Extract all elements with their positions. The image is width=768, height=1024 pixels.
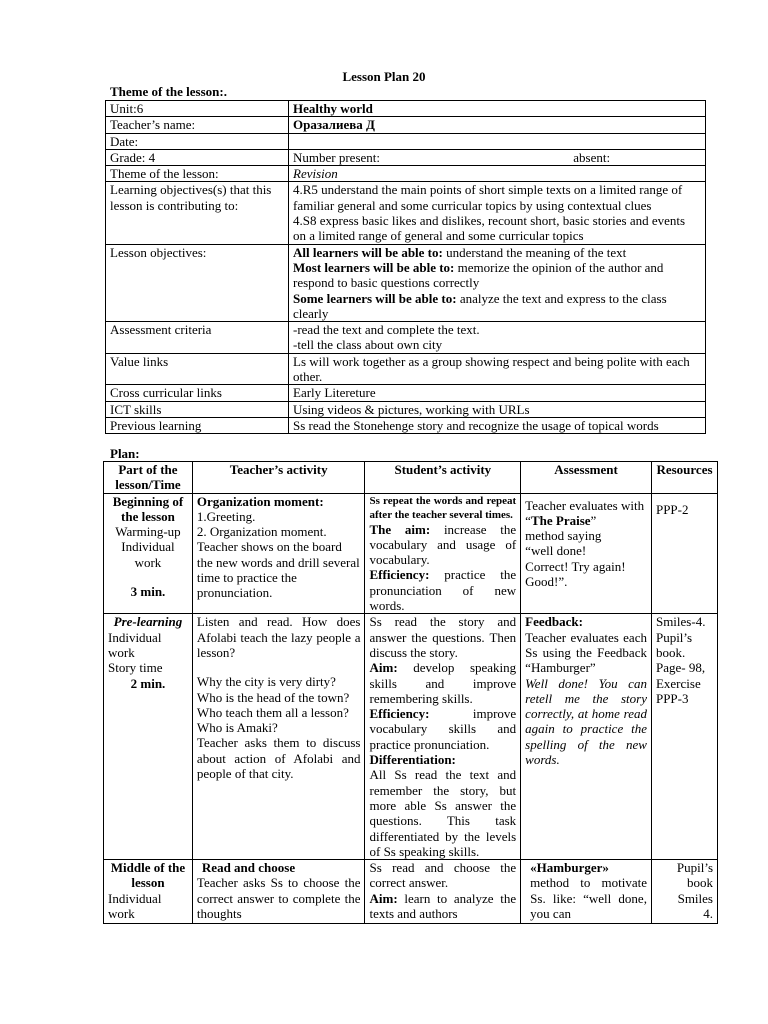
teacher-question: Who is the head of the town?	[196, 689, 350, 705]
header-student: Student’s activity	[365, 462, 521, 494]
assessment-cell	[521, 493, 652, 614]
resources-cell	[651, 493, 717, 614]
activity-type: Warming-up	[115, 524, 181, 540]
teacher-task-title: Read and choose	[201, 860, 296, 876]
student-efficiency: Efficiency: improve vocabulary skills and practice pronunciation.	[369, 706, 517, 752]
date-label: Date:	[106, 133, 289, 149]
stage-label: Beginning of the lesson	[112, 493, 184, 524]
criterion-1: -read the text and complete the text.	[293, 322, 480, 338]
teacher-step: Teacher shows on the board the new words and drill several time to practice the pronunciation.	[196, 539, 360, 601]
part-cell	[104, 860, 193, 924]
teacher-task-title: Organization moment:	[196, 493, 324, 509]
table-row	[106, 133, 706, 149]
objective-most: Most learners will be able to: memorize the opinion of the author and respond to basic questions correctly	[293, 259, 664, 291]
work-mode: Individual work	[108, 890, 162, 922]
objective-s8: 4.S8 express basic likes and dislikes, recount short, basic stories and events on a limited range of general and some curricular topics	[293, 213, 686, 244]
previous-learning-label: Previous learning	[106, 417, 289, 433]
differentiation-label: Differentiation:	[369, 752, 456, 768]
learning-objectives-value	[289, 182, 706, 244]
number-present-label: Number present:	[293, 149, 381, 165]
table-row	[106, 101, 706, 117]
table-row	[106, 417, 706, 433]
assessment-cell	[521, 614, 652, 860]
assessment-text: method saying	[525, 528, 602, 544]
table-row	[104, 493, 718, 614]
grade-label: Grade: 4	[106, 149, 289, 165]
table-row	[106, 385, 706, 401]
teacher-question: Who is Amaki?	[196, 720, 278, 736]
teacher-question: Who teach them all a lesson?	[196, 704, 349, 720]
teacher-cell	[192, 614, 365, 860]
student-aim: Aim: develop speaking skills and improve remembering skills.	[369, 660, 517, 706]
assessment-method: «Hamburger»	[530, 860, 609, 876]
theme-value: Revision	[289, 166, 706, 182]
resources-cell	[651, 860, 717, 924]
lesson-objectives-value	[289, 244, 706, 321]
student-task: Ss repeat the words and repeat after the teacher several times.	[369, 494, 517, 521]
table-row	[106, 353, 706, 385]
teacher-step: Teacher asks them to discuss about action of Afolabi and people of that city.	[196, 735, 361, 782]
assessment-text: Teacher evaluates each Ss using the Feedback “Hamburger”	[525, 629, 647, 676]
differentiation-text: All Ss read the text and remember the story, but more able Ss answer the questions. This task differentiated by the levels of Ss speaking skills.	[369, 767, 517, 859]
resource-text: Pupil’s book Smiles 4.	[676, 860, 713, 922]
ict-skills-value: Using videos & pictures, working with URLs	[289, 401, 706, 417]
resources-cell	[651, 614, 717, 860]
work-mode: Individual work	[121, 539, 175, 570]
assessment-text: Correct! Try again!	[525, 558, 626, 574]
cross-curricular-value: Early Litereture	[289, 385, 706, 401]
assessment-comment: Well done! You can retell me the story correctly, at home read again to practice the spelling of the new words.	[525, 675, 647, 768]
lesson-info-table	[105, 100, 706, 434]
header-teacher: Teacher’s activity	[192, 462, 365, 494]
objective-all: All learners will be able to: understand the meaning of the text	[293, 244, 627, 260]
teacher-cell	[192, 493, 365, 614]
assessment-cell	[521, 860, 652, 924]
student-aim: Aim: learn to analyze the texts and authors	[369, 890, 517, 922]
time-label: 2 min.	[130, 675, 166, 691]
ict-skills-label: ICT skills	[106, 401, 289, 417]
student-efficiency: Efficiency: practice the pronunciation of new words.	[369, 567, 517, 614]
value-links-label: Value links	[106, 353, 289, 385]
teacher-step: 1.Greeting.	[196, 508, 256, 524]
attendance-cell	[289, 149, 706, 165]
table-row	[106, 322, 706, 354]
theme-heading: Theme of the lesson:.	[110, 84, 227, 99]
unit-value: Healthy world	[289, 101, 706, 117]
absent-label: absent:	[573, 149, 611, 165]
assessment-text: “well done!	[525, 543, 587, 559]
teacher-value: Оразалиева Д	[289, 117, 706, 133]
work-mode: Individual work	[108, 629, 162, 660]
table-header-row	[104, 462, 718, 494]
plan-heading: Plan:	[110, 446, 140, 461]
header-part: Part of the lesson/Time	[104, 462, 193, 494]
lesson-objectives-label: Lesson objectives:	[106, 244, 289, 321]
page-title: Lesson Plan 20	[342, 69, 426, 84]
student-cell	[365, 614, 521, 860]
assessment-text: Good!”.	[525, 574, 568, 590]
student-aim: The aim: increase the vocabulary and usage of vocabulary.	[369, 521, 517, 568]
theme-label: Theme of the lesson:	[106, 166, 289, 182]
plan-table	[103, 461, 718, 924]
previous-learning-value: Ss read the Stonehenge story and recognize the usage of topical words	[289, 417, 706, 433]
time-label: 3 min.	[130, 584, 166, 600]
objective-some: Some learners will be able to: analyze the text and express to the class clearly	[293, 290, 667, 321]
teacher-question: Why the city is very dirty?	[196, 674, 336, 690]
table-row	[104, 860, 718, 924]
unit-label: Unit:6	[106, 101, 289, 117]
table-row	[106, 117, 706, 133]
table-row	[106, 401, 706, 417]
date-value	[289, 133, 706, 149]
teacher-step: Listen and read. How does Afolabi teach the lazy people a lesson?	[196, 614, 361, 660]
resource-text: PPP-2	[655, 501, 689, 517]
student-task: Ss read and choose the correct answer.	[369, 860, 517, 891]
student-task: Ss read the story and answer the questions. Then discuss the story.	[369, 614, 517, 660]
stage-label: Middle of the lesson	[110, 860, 186, 891]
teacher-step: 2. Organization moment.	[196, 524, 327, 540]
learning-objectives-label: Learning objectives(s) that this lesson is contributing to:	[106, 182, 289, 244]
criterion-2: -tell the class about own city	[293, 337, 443, 353]
feedback-label: Feedback:	[525, 614, 583, 630]
table-row	[104, 614, 718, 860]
student-cell	[365, 860, 521, 924]
header-resources: Resources	[651, 462, 717, 494]
assessment-text: method to motivate Ss. like: “well done, you can	[530, 875, 647, 922]
teacher-step: Teacher asks Ss to choose the correct answer to complete the thoughts	[196, 875, 361, 922]
resource-text: Smiles-4. Pupil’s book. Page- 98, Exercise PPP-3	[655, 614, 706, 706]
table-row	[106, 166, 706, 182]
cross-curricular-label: Cross curricular links	[106, 385, 289, 401]
objective-r5: 4.R5 understand the main points of short simple texts on a limited range of familiar general and some curricular topics by using contextual clues	[293, 182, 683, 213]
stage-label: Pre-learning	[113, 614, 183, 630]
assessment-criteria-label: Assessment criteria	[106, 322, 289, 354]
value-links-value: Ls will work together as a group showing respect and being polite with each other.	[289, 353, 706, 385]
student-cell	[365, 493, 521, 614]
table-row	[106, 244, 706, 321]
header-assessment: Assessment	[521, 462, 652, 494]
teacher-label: Teacher’s name:	[106, 117, 289, 133]
assessment-criteria-value	[289, 322, 706, 354]
assessment-text: Teacher evaluates with “The Praise”	[525, 497, 645, 528]
part-cell	[104, 614, 193, 860]
table-row	[106, 149, 706, 165]
table-row	[106, 182, 706, 244]
teacher-cell	[192, 860, 365, 924]
part-cell	[104, 493, 193, 614]
activity-type: Story time	[108, 660, 163, 676]
